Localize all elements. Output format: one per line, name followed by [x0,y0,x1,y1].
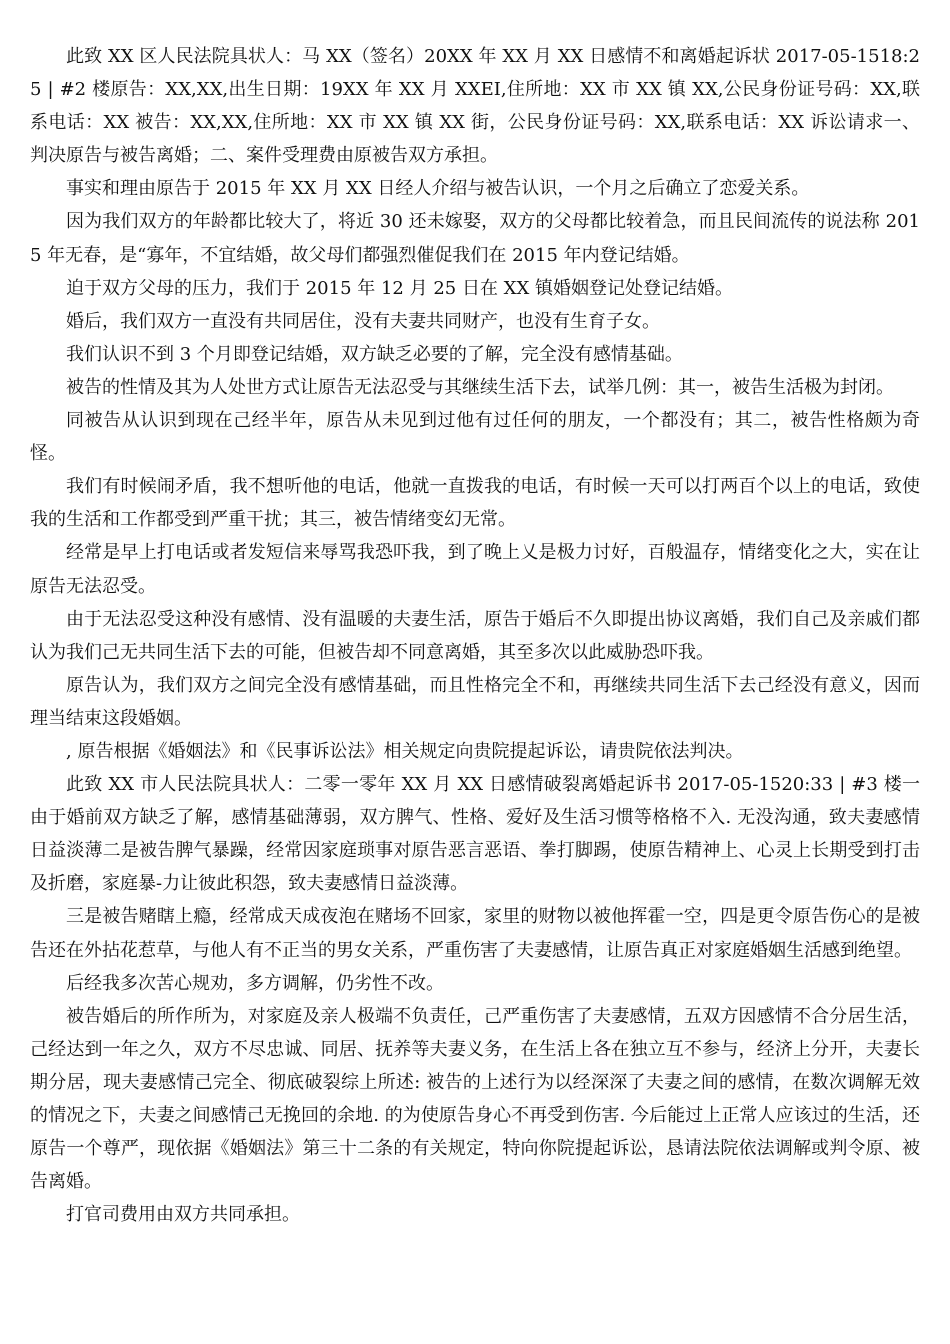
paragraph: 同被告从认识到现在己经半年，原告从未见到过他有过任何的朋友，一个都没有；其二，被告性格颇为奇怪。 [30,410,920,465]
paragraph: 事实和理由原告于 2015 年 XX 月 XX 日经人介绍与被告认识，一个月之后确立了恋爱关系。 [66,178,810,200]
paragraph: 原告认为，我们双方之间完全没有感情基础，而且性格完全不和，再继续共同生活下去己经没有意义，因而理当结束这段婚姻。 [30,674,920,729]
paragraph: 由于无法忍受这种没有感情、没有温暖的夫妻生活，原告于婚后不久即提出协议离婚，我们自己及亲戚们都认为我们己无共同生活下去的可能，但被告却不同意离婚，其至多次以此威胁恐吓我。 [30,608,920,663]
paragraph: 迫于双方父母的压力，我们于 2015 年 12 月 25 日在 XX 镇婚姻登记处登记结婚。 [66,277,734,299]
paragraph: 经常是早上打电话或者发短信来辱骂我恐吓我，到了晚上乂是极力讨好，百般温存，情绪变化之大，实在让原告无法忍受。 [30,542,920,597]
document-page [30,40,920,1231]
paragraph: 我们认识不到 3 个月即登记结婚，双方缺乏必要的了解，完全没有感情基础。 [66,343,683,365]
paragraph: 后经我多次苦心规劝，多方调解，仍劣性不改。 [66,972,444,994]
paragraph: 婚后，我们双方一直没有共同居住，没有夫妻共同财产，也没有生育子女。 [66,310,660,332]
paragraph: 我们有时候闹矛盾，我不想听他的电话，他就一直拨我的电话，有时候一天可以打两百个以上的电话，致使我的生活和工作都受到严重干扰；其三，被告情绪变幻无常。 [30,476,920,531]
paragraph: 此致 XX 市人民法院具状人：二零一零年 XX 月 XX 日感情破裂离婚起诉书 2017-05-1520:33 | #3 楼一由于婚前双方缺乏了解，感情基础薄弱，双方脾气、性格、爱好及生活习惯等格格不入. 无没沟通，致夫妻感情日益淡薄二是被告脾气暴躁，经常因家庭琐事对原告恶言恶语、拳打脚踢，使原告精神上、心灵上长期受到打击及折磨，家庭暴-力让彼此积怨，致夫妻感情日益淡薄。 [30,774,920,895]
paragraph: 被告婚后的所作所为，对家庭及亲人极端不负责任，己严重伤害了夫妻感情，五双方因感情不合分居生活，己经达到一年之久，双方不尽忠诚、同居、抚养等夫妻义务，在生活上各在独立互不参与，经济上分开，夫妻长期分居，现夫妻感情己完全、彻底破裂综上所述: 被告的上述行为以经深深了夫妻之间的感情，在数次调解无效的情况之下，夫妻之间感情己无挽回的余地. 的为使原告身心不再受到伤害. 今后能过上正常人应该过的生活，还原告一个尊严，现依据《婚姻法》第三十二条的有关规定，特向你院提起诉讼，恳请法院依法调解或判令原、被告离婚。 [30,1005,920,1193]
paragraph: 此致 XX 区人民法院具状人：马 XX（签名）20XX 年 XX 月 XX 日感情不和离婚起诉状 2017-05-1518:25 | #2 楼原告：XX,XX,出生日期：19XX 年 XX 月 XXEI,住所地：XX 市 XX 镇 XX,公民身份证号码：XX,联系电话：XX 被告：XX,XX,住所地：XX 市 XX 镇 XX 街，公民身份证号码：XX,联系电话：XX 诉讼请求一、判决原告与被告离婚；二、案件受理费由原被告双方承担。 [30,46,920,167]
paragraph: , 原告根据《婚姻法》和《民事诉讼法》相关规定向贵院提起诉讼，请贵院依法判决。 [66,740,744,762]
paragraph: 三是被告赌瞎上瘾，经常成天成夜泡在赌场不回家，家里的财物以被他挥霍一空，四是更令原告伤心的是被告还在外拈花惹草，与他人有不正当的男女关系，严重伤害了夫妻感情，让原告真正对家庭婚姻生活感到绝望。 [30,906,920,961]
paragraph: 因为我们双方的年龄都比较大了，将近 30 还未嫁娶，双方的父母都比较着急，而且民间流传的说法称 2015 年无春，是“寡年，不宜结婚，故父母们都强烈催促我们在 2015 年内登记结婚。 [30,211,920,266]
paragraph: 打官司费用由双方共同承担。 [66,1204,300,1226]
paragraph: 被告的性情及其为人处世方式让原告无法忍受与其继续生活下去，试举几例：其一，被告生活极为封闭。 [66,376,894,398]
